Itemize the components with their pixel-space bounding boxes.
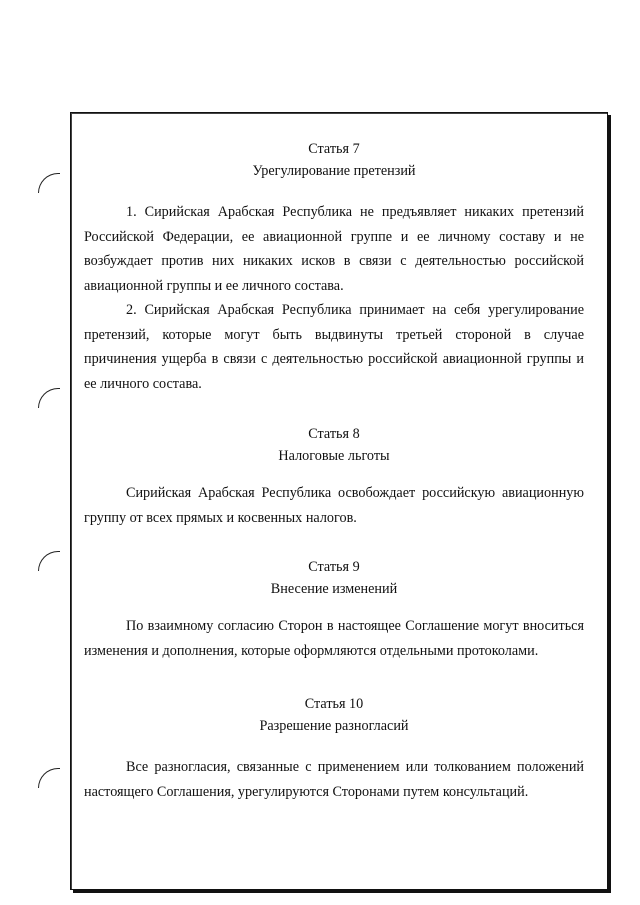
article-title: Налоговые льготы (278, 448, 390, 464)
binder-hole-mark (38, 551, 60, 571)
article-title: Урегулирование претензий (252, 163, 416, 179)
article-number: Статья 10 (304, 696, 364, 712)
article-paragraph: Все разногласия, связанные с применением или толкованием положений настоящего Соглашения, урегулируются Сторонами путем консультаций. (84, 759, 584, 800)
article-number: Статья 7 (308, 141, 360, 157)
article-10 (84, 693, 584, 804)
article-title: Внесение изменений (270, 581, 398, 597)
binder-hole-mark (38, 388, 60, 408)
article-paragraph: Сирийская Арабская Республика освобождает российскую авиационную группу от всех прямых и косвенных налогов. (84, 485, 584, 526)
article-title: Разрешение разногласий (259, 718, 409, 734)
article-7 (84, 138, 584, 396)
binder-hole-mark (38, 173, 60, 193)
article-9 (84, 556, 584, 663)
binder-hole-mark (38, 768, 60, 788)
article-paragraph: 1. Сирийская Арабская Республика не предъявляет никаких претензий Российской Федерации, ее авиационной группе и ее личному составу и не возбуждает против них никаких исков в связи с деятельностью российской авиационной группы и ее личного состава. (84, 204, 584, 294)
article-8 (84, 423, 584, 530)
article-paragraph: 2. Сирийская Арабская Республика принимает на себя урегулирование претензий, которые могут быть выдвинуты третьей стороной в случае причинения ущерба в связи с деятельностью российской авиационной группы и ее личного состава. (84, 302, 584, 392)
article-number: Статья 9 (308, 559, 360, 575)
document-body (84, 138, 584, 804)
article-paragraph: По взаимному согласию Сторон в настоящее Соглашение могут вноситься изменения и дополнения, которые оформляются отдельными протоколами. (84, 618, 584, 659)
article-number: Статья 8 (308, 426, 360, 442)
